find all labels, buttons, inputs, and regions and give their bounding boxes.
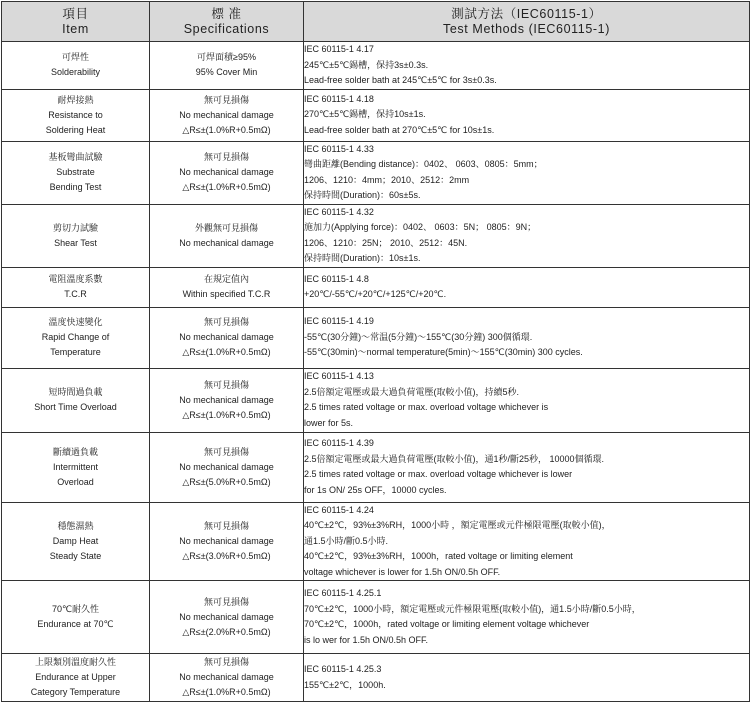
method-cell-line: 通1.5小時/斷0.5小時. — [304, 535, 389, 546]
spec-cell-line: No mechanical damage — [179, 167, 274, 177]
spec-cell-line: No mechanical damage — [179, 461, 274, 472]
spec-cell — [150, 581, 304, 654]
spec-cell-line: 無可見損傷 — [203, 520, 249, 531]
spec-cell — [150, 204, 304, 267]
item-cell-line: 短時間過負載 — [48, 387, 103, 397]
method-cell-line: 155℃±2℃，1000h. — [304, 679, 386, 690]
item-cell-line: 斷續過負載 — [52, 446, 98, 457]
spec-cell-line: △R≤±(5.0%R+0.5mΩ) — [182, 476, 271, 487]
method-cell-line: 保持時間(Duration)：60s±5s. — [304, 190, 421, 200]
item-cell — [2, 368, 150, 432]
spec-cell-line: △R≤±(1.0%R+0.5mΩ) — [182, 347, 271, 357]
item-cell-line: Shear Test — [54, 237, 97, 248]
item-cell-line: 基板彎曲試驗 — [48, 152, 103, 162]
method-cell-line: IEC 60115-1 4.8 — [304, 273, 369, 284]
spec-cell — [150, 267, 304, 307]
method-cell — [304, 141, 750, 204]
method-cell-line: IEC 60115-1 4.19 — [304, 316, 374, 327]
method-cell-line: IEC 60115-1 4.18 — [304, 93, 374, 104]
item-cell-line: 穩態濕熱 — [57, 520, 94, 531]
spec-cell-line: 無可見損傷 — [203, 596, 249, 607]
item-cell-line: Solderability — [50, 67, 101, 78]
method-cell-line: for 1s ON/ 25s OFF，10000 cycles. — [304, 484, 447, 495]
spec-cell-line: 95% Cover Min — [195, 67, 258, 78]
item-cell-line: Rapid Change of — [41, 332, 110, 342]
item-cell-line: Soldering Heat — [45, 124, 106, 135]
method-cell-line: -55℃(30分鐘)～常温(5分鐘)～155℃(30分鐘) 300個循環. — [304, 331, 533, 342]
header-item-zh: 項目 — [62, 6, 89, 21]
table-row — [2, 432, 750, 502]
spec-cell-line: △R≤±(1.0%R+0.5mΩ) — [182, 124, 271, 135]
item-cell-line: Endurance at Upper — [35, 672, 116, 682]
spec-cell — [150, 307, 304, 368]
item-cell — [2, 89, 150, 141]
method-cell-line: is lo wer for 1.5h ON/0.5h OFF. — [304, 634, 429, 645]
item-cell-line: Category Temperature — [30, 687, 121, 697]
method-cell-line: lower for 5s. — [304, 417, 354, 428]
spec-cell — [150, 42, 304, 90]
spec-cell-line: No mechanical damage — [179, 672, 274, 682]
item-cell-line: Overload — [57, 476, 94, 487]
spec-cell — [150, 654, 304, 702]
spec-cell-line: No mechanical damage — [179, 611, 274, 622]
item-cell-line: Bending Test — [49, 182, 102, 192]
item-cell-line: Temperature — [50, 347, 101, 357]
header-item-en: Item — [62, 21, 89, 36]
header-spec-en: Specifications — [183, 21, 270, 36]
item-cell — [2, 502, 150, 581]
method-cell-line: 2.5 times rated voltage or max. overload voltage whichever is — [304, 402, 549, 412]
spec-cell-line: 可焊面積≥95% — [197, 52, 256, 63]
method-cell-line: Lead-free solder bath at 245℃±5℃ for 3s±0.3s. — [304, 75, 497, 85]
item-cell-line: 可焊性 — [61, 52, 89, 63]
header-row — [2, 2, 750, 42]
item-cell — [2, 581, 150, 654]
method-cell — [304, 368, 750, 432]
spec-cell-line: 無可見損傷 — [203, 94, 249, 105]
table-row — [2, 204, 750, 267]
method-cell-line: IEC 60115-1 4.39 — [304, 438, 374, 448]
header-method-zh: 測試方法（IEC60115-1） — [451, 6, 602, 21]
method-cell — [304, 204, 750, 267]
method-cell-line: IEC 60115-1 4.17 — [304, 44, 374, 54]
item-cell-line: T.C.R — [64, 289, 87, 299]
spec-cell-line: △R≤±(1.0%R+0.5mΩ) — [182, 182, 271, 192]
spec-cell — [150, 141, 304, 204]
spec-cell-line: △R≤±(1.0%R+0.5mΩ) — [182, 687, 271, 697]
header-method-en: Test Methods (IEC60115-1) — [443, 21, 610, 36]
method-cell-line: 1206、1210：4mm；2010、2512：2mm — [304, 174, 470, 185]
spec-cell-line: △R≤±(1.0%R+0.5mΩ) — [182, 409, 271, 420]
method-cell — [304, 581, 750, 654]
method-cell — [304, 502, 750, 581]
method-cell-line: voltage whichever is lower for 1.5h ON/0.5h OFF. — [304, 566, 501, 577]
item-cell-line: Intermittent — [52, 461, 99, 472]
method-cell-line: IEC 60115-1 4.32 — [304, 206, 374, 217]
header-method — [304, 2, 750, 42]
header-item — [2, 2, 150, 42]
method-cell-line: 保持時間(Duration)：10s±1s. — [304, 253, 421, 263]
method-cell-line: 1206、1210：25N； 2010、2512：45N. — [304, 237, 468, 248]
method-cell-line: 40℃±2℃，93%±3%RH，1000h，rated voltage or limiting element — [304, 551, 573, 561]
item-cell-line: Substrate — [56, 167, 95, 177]
spec-cell-line: 無可見損傷 — [203, 446, 249, 457]
spec-cell — [150, 368, 304, 432]
spec-cell-line: No mechanical damage — [179, 237, 274, 248]
item-cell — [2, 432, 150, 502]
method-cell-line: IEC 60115-1 4.24 — [304, 504, 374, 515]
item-cell-line: Damp Heat — [52, 535, 99, 546]
table-row — [2, 307, 750, 368]
spec-cell — [150, 502, 304, 581]
test-spec-table — [1, 1, 750, 702]
item-cell — [2, 204, 150, 267]
header-spec-zh: 標 准 — [211, 6, 242, 21]
item-cell — [2, 42, 150, 90]
spec-cell-line: △R≤±(3.0%R+0.5mΩ) — [182, 550, 271, 561]
method-cell-line: IEC 60115-1 4.25.3 — [304, 664, 382, 674]
item-cell — [2, 267, 150, 307]
spec-cell — [150, 432, 304, 502]
item-cell-line: 70℃耐久性 — [51, 604, 100, 614]
method-cell-line: 2.5 times rated voltage or max. overload voltage whichever is lower — [304, 469, 573, 479]
table-row — [2, 267, 750, 307]
table-row — [2, 368, 750, 432]
method-cell-line: 2.5倍額定電壓或最大過負荷電壓(取較小值)，通1秒/斷25秒， 10000個循環. — [304, 453, 605, 464]
item-cell — [2, 307, 150, 368]
method-cell-line: +20℃/-55℃/+20℃/+125℃/+20℃. — [304, 289, 447, 299]
item-cell-line: Short Time Overload — [34, 402, 117, 412]
spec-cell-line: No mechanical damage — [179, 109, 274, 120]
method-cell-line: 40℃±2℃，93%±3%RH，1000小時 ，額定電壓或元件極限電壓(取較小值)， — [304, 520, 611, 530]
item-cell-line: Steady State — [49, 550, 102, 561]
method-cell — [304, 89, 750, 141]
method-cell-line: IEC 60115-1 4.33 — [304, 143, 374, 154]
item-cell-line: 耐焊接熱 — [57, 94, 94, 105]
header-spec — [150, 2, 304, 42]
table-row — [2, 141, 750, 204]
method-cell — [304, 42, 750, 90]
spec-cell — [150, 89, 304, 141]
method-cell-line: 施加力(Applying force)：0402、 0603：5N； 0805：9N； — [304, 222, 537, 232]
item-cell-line: 上限類別溫度耐久性 — [34, 657, 116, 667]
item-cell-line: 溫度快速變化 — [48, 317, 103, 327]
method-cell-line: 70℃±2℃，1000小時，額定電壓或元件極限電壓(取較小值)，通1.5小時/斷0.5小時， — [304, 603, 641, 614]
method-cell-line: IEC 60115-1 4.13 — [304, 371, 374, 381]
spec-cell-line: 無可見損傷 — [203, 657, 249, 667]
table-row — [2, 654, 750, 702]
spec-cell-line: 無可見損傷 — [203, 317, 249, 327]
item-cell-line: 剪切力試驗 — [52, 222, 98, 233]
method-cell — [304, 267, 750, 307]
method-cell-line: 245℃±5℃錫槽，保持3s±0.3s. — [304, 59, 429, 70]
method-cell-line: 270℃±5℃錫槽，保持10s±1s. — [304, 109, 426, 120]
method-cell — [304, 654, 750, 702]
table-row — [2, 502, 750, 581]
spec-cell-line: No mechanical damage — [179, 535, 274, 546]
spec-cell-line: Within specified T.C.R — [182, 289, 271, 299]
item-cell — [2, 654, 150, 702]
spec-cell-line: 無可見損傷 — [203, 379, 249, 390]
method-cell — [304, 432, 750, 502]
table-row — [2, 89, 750, 141]
item-cell-line: 電阻溫度系數 — [48, 274, 103, 284]
spec-cell-line: 外觀無可見損傷 — [194, 222, 258, 233]
spec-cell-line: 無可見損傷 — [203, 152, 249, 162]
item-cell-line: Resistance to — [48, 109, 103, 120]
table-row — [2, 42, 750, 90]
spec-cell-line: 在規定值內 — [203, 274, 249, 284]
spec-cell-line: △R≤±(2.0%R+0.5mΩ) — [182, 626, 271, 637]
method-cell — [304, 307, 750, 368]
spec-cell-line: No mechanical damage — [179, 332, 274, 342]
method-cell-line: 2.5倍額定電壓或最大過負荷電壓(取較小值)，持續5秒. — [304, 386, 520, 397]
method-cell-line: -55℃(30min)～normal temperature(5min)～155℃(30min) 300 cycles. — [304, 347, 583, 358]
spec-cell-line: No mechanical damage — [179, 394, 274, 405]
method-cell-line: 彎曲距離(Bending distance)：0402、 0603、0805：5mm； — [304, 159, 543, 169]
method-cell-line: 70℃±2℃，1000h，rated voltage or limiting element voltage whichever — [304, 619, 590, 629]
item-cell-line: Endurance at 70℃ — [37, 619, 114, 629]
table-row — [2, 581, 750, 654]
item-cell — [2, 141, 150, 204]
method-cell-line: Lead-free solder bath at 270℃±5℃ for 10s±1s. — [304, 124, 495, 135]
method-cell-line: IEC 60115-1 4.25.1 — [304, 588, 382, 598]
